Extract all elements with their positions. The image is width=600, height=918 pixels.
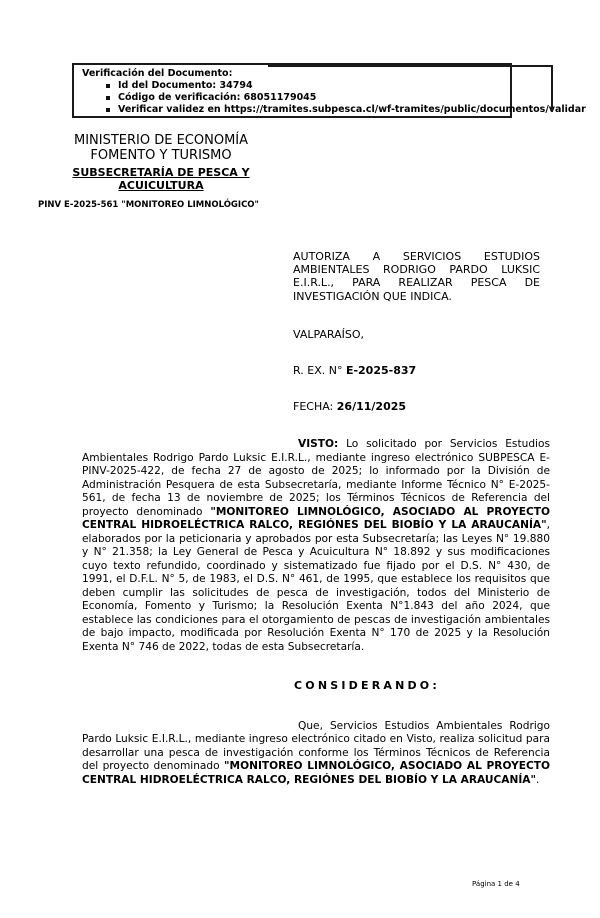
- resolution-number-value: E-2025-837: [345, 364, 417, 377]
- paragraph-segment: VISTO:: [298, 438, 339, 450]
- subsecretaria-letterhead: [36, 166, 286, 192]
- date-label: FECHA:: [293, 400, 337, 413]
- visto-paragraph: [82, 438, 550, 654]
- ministry-letterhead: [36, 133, 286, 163]
- verification-item-text: Id del Documento: 34794: [118, 80, 253, 91]
- verification-url-text: Verificar validez en https://tramites.subpesca.cl/wf-tramites/public/documentos/validar: [118, 104, 586, 115]
- bullet-icon: [106, 96, 110, 100]
- subsecretaria-line2: ACUICULTURA: [118, 179, 204, 192]
- paragraph-segment: , elaborados por la peticionaria y aprobados por esta Subsecretaría; las Leyes N° 19.880 y N° 21.358; la Ley General de Pesca y Acuicultura N° 18.892 y sus modificaciones cuyo texto refundido, coordinado y sistematizado fue fijado por el D.S. N° 430, de 1991, el D.F.L. N° 5, de 1983, el D.S. N° 461, de 1995, que establece los requisitos que deben cumplir las solicitudes de pesca de investigación, todos del Ministerio de Economía, Fomento y Turismo; la Resolución Exenta N°1.843 del año 2024, que establece las condiciones para el otorgamiento de pescas de investigación ambientales de bajo impacto, modificada por Resolución Exenta N° 170 de 2025 y la Resolución Exenta N° 746 de 2022, todas de esta Subsecretaría.: [82, 519, 550, 653]
- considerando-heading: CONSIDERANDO:: [294, 679, 440, 692]
- paragraph-segment: "MONITOREO LIMNOLÓGICO, ASOCIADO AL PROYECTO CENTRAL HIDROELÉCTRICA RALCO, REGIÓNES DEL BIOBÍO Y LA ARAUCANÍA": [82, 505, 550, 531]
- resolution-number-line: [293, 364, 416, 377]
- verification-item-text: Código de verificación: 68051179045: [118, 92, 317, 103]
- resolution-number-label: R. EX. N°: [293, 364, 346, 377]
- paragraph-segment: "MONITOREO LIMNOLÓGICO, ASOCIADO AL PROYECTO CENTRAL HIDROELÉCTRICA RALCO, REGIÓNES DEL BIOBÍO Y LA ARAUCANÍA": [82, 760, 550, 786]
- resolution-title: AUTORIZA A SERVICIOS ESTUDIOS AMBIENTALES RODRIGO PARDO LUKSIC E.I.R.L., PARA REALIZAR PESCA DE INVESTIGACIÓN QUE INDICA.: [293, 250, 540, 303]
- bullet-icon: [106, 108, 110, 112]
- verification-title: Verificación del Documento:: [82, 68, 233, 79]
- que-paragraph: [82, 720, 550, 788]
- page-number: Página 1 de 4: [472, 880, 520, 888]
- paragraph-segment: Lo solicitado por Servicios Estudios Ambientales Rodrigo Pardo Luksic E.I.R.L., mediante ingreso electrónico SUBPESCA E-PINV-2025-422, de fecha 27 de agosto de 2025; lo informado por la División de Administración Pesquera de esta Subsecretaría, mediante Informe Técnico N° E-2025-561, de fecha 13 de noviembre de 2025; los Términos Técnicos de Referencia del proyecto denominado: [82, 438, 550, 518]
- ministry-line1: MINISTERIO DE ECONOMÍA: [73, 133, 249, 148]
- ministry-line2: FOMENTO Y TURISMO: [90, 148, 232, 163]
- paragraph-segment: Que, Servicios Estudios Ambientales Rodrigo Pardo Luksic E.I.R.L., mediante ingreso electrónico citado en Visto, realiza solicitud para desarrollar una pesca de investigación conforme los Términos Técnicos de Referencia del proyecto denominado: [82, 719, 550, 772]
- subsecretaria-line1: SUBSECRETARÍA DE PESCA Y: [72, 166, 250, 179]
- city-line: VALPARAÍSO,: [293, 328, 365, 341]
- paragraph-segment: .: [536, 773, 540, 786]
- verification-box-border-artifact: [268, 65, 553, 112]
- date-line: [293, 400, 406, 413]
- project-reference: PINV E-2025-561 "MONITOREO LIMNOLÓGICO": [38, 200, 259, 210]
- date-value: 26/11/2025: [336, 400, 407, 413]
- document-body: [82, 438, 550, 787]
- bullet-icon: [106, 84, 110, 88]
